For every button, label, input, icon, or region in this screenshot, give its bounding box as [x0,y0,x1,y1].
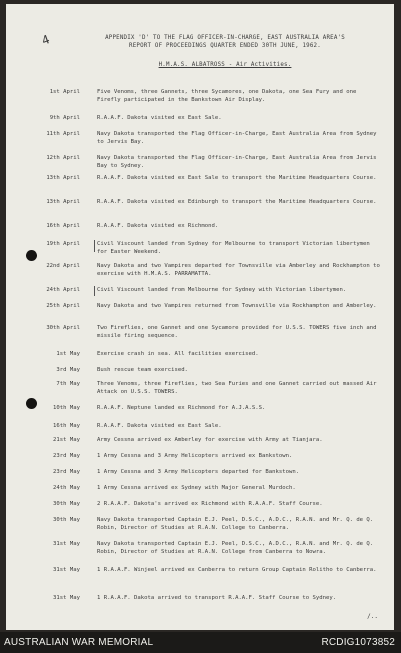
entry-date: 30th May [53,517,80,523]
entry-text: Navy Dakota transported Captain E.J. Peel, D.S.C., A.D.C., R.A.N. and Mr. Q. de Q. Robin, Director of Studies at R.A.N. College to Canberra. [97,517,374,531]
entry-date: 11th April [46,131,80,137]
entry-text: R.A.A.F. Neptune landed ex Richmond for A.J.A.S.S. [97,405,266,411]
entry-date: 23rd May [53,469,80,475]
entry-text: Civil Viscount landed from Melbourne for Sydney with Victorian libertymen. [97,287,347,293]
margin-line [94,240,95,252]
entry-text: Navy Dakota and two Vampires departed for Townsville via Amberley and Rockhampton to exercise with H.M.A.S. PARRAMATTA. [97,263,380,277]
heading-line-2: REPORT OF PROCEEDINGS QUARTER ENDED 30TH JUNE, 1962. [129,43,321,49]
entry-date: 23rd May [53,453,80,459]
entry-text: Navy Dakota transported the Flag Officer-in-Charge, East Australia Area from Jervis Bay to Sydney. [97,155,377,169]
entry-date: 12th April [46,155,80,161]
entry-date: 10th May [53,405,80,411]
heading-line-1: APPENDIX 'D' TO THE FLAG OFFICER-IN-CHARGE, EAST AUSTRALIA AREA'S [105,35,345,41]
entry-text: R.A.A.F. Dakota visited ex East Sale. [97,423,222,429]
entry-date: 31st May [53,595,80,601]
archive-reference: RCDIG1073852 [321,637,395,648]
entry-text: R.A.A.F. Dakota visited ex East Sale. [97,115,222,121]
entry-date: 25th April [46,303,80,309]
entry-date: 16th May [53,423,80,429]
punch-hole [26,250,37,261]
entry-text: 1 Army Cessna and 3 Army Helicopters departed for Bankstown. [97,469,300,475]
entry-text: Two Fireflies, one Gannet and one Sycamore provided for U.S.S. TOWERS five inch and missile firing sequence. [97,325,377,339]
entry-text: Navy Dakota transported Captain E.J. Peel, D.S.C., A.D.C., R.A.N. and Mr. Q. de Q. Robin, Director of Studies at R.A.N. College from Canberra to Nowra. [97,541,374,555]
entry-date: 30th April [46,325,80,331]
entry-text: 1 Army Cessna arrived ex Sydney with Major General Murdoch. [97,485,296,491]
entry-text: 1 Army Cessna and 3 Army Helicopters arrived ex Bankstown. [97,453,293,459]
entry-date: 31st May [53,567,80,573]
archive-footer [0,632,401,653]
entry-date: 7th May [56,381,80,387]
entry-text: R.A.A.F. Dakota visited ex East Sale to transport the Maritime Headquarters Course. [97,175,377,181]
entry-date: 24th May [53,485,80,491]
entry-date: 31st May [53,541,80,547]
entry-date: 3rd May [56,367,80,373]
entry-text: Three Venoms, three Fireflies, two Sea Furies and one Gannet carried out massed Air Attack on U.S.S. TOWERS. [97,381,377,395]
entry-text: Navy Dakota and two Vampires returned from Townsville via Rockhampton and Amberley. [97,303,377,309]
document-page [6,4,394,630]
entry-date: 30th May [53,501,80,507]
entry-date: 13th April [46,199,80,205]
entry-date: 19th April [46,241,80,247]
entry-text: Civil Viscount landed from Sydney for Melbourne to transport Victorian libertymen for Easter Weekend. [97,241,370,255]
margin-line [94,286,95,296]
archive-name: AUSTRALIAN WAR MEMORIAL [4,637,154,648]
entry-date: 24th April [46,287,80,293]
entry-text: Army Cessna arrived ex Amberley for exercise with Army at Tianjara. [97,437,323,443]
entry-text: Bush rescue team exercised. [97,367,188,373]
document-subtitle: H.M.A.S. ALBATROSS - Air Activities. [158,62,292,68]
entry-date: 13th April [46,175,80,181]
entry-date: 16th April [46,223,80,229]
entry-text: 2 R.A.A.F. Dakota's arrived ex Richmond with R.A.A.F. Staff Course. [97,501,323,507]
entry-text: R.A.A.F. Dakota visited ex Edinburgh to transport the Maritime Headquarters Course. [97,199,377,205]
entry-date: 1st April [49,89,80,95]
entry-text: Navy Dakota transported the Flag Officer-in-Charge, East Australia Area from Sydney to Jervis Bay. [97,131,377,145]
entry-text: 1 R.A.A.F. Dakota arrived to transport R.A.A.F. Staff Course to Sydney. [97,595,337,601]
entry-date: 22nd April [46,263,80,269]
entry-date: 9th April [49,115,80,121]
entry-date: 1st May [56,351,80,357]
page-continuation: /.. [367,613,378,620]
handwritten-page-mark: 4 [39,32,52,48]
entry-text: R.A.A.F. Dakota visited ex Richmond. [97,223,219,229]
entry-text: Exercise crash in sea. All facilities exercised. [97,351,259,357]
entry-date: 21st May [53,437,80,443]
entry-text: 1 R.A.A.F. Winjeel arrived ex Canberra to return Group Captain Rolitho to Canberra. [97,567,377,573]
entry-text: Five Venoms, three Gannets, three Sycamores, one Dakota, one Sea Fury and one Firefly participated in the Bankstown Air Display. [97,89,357,103]
